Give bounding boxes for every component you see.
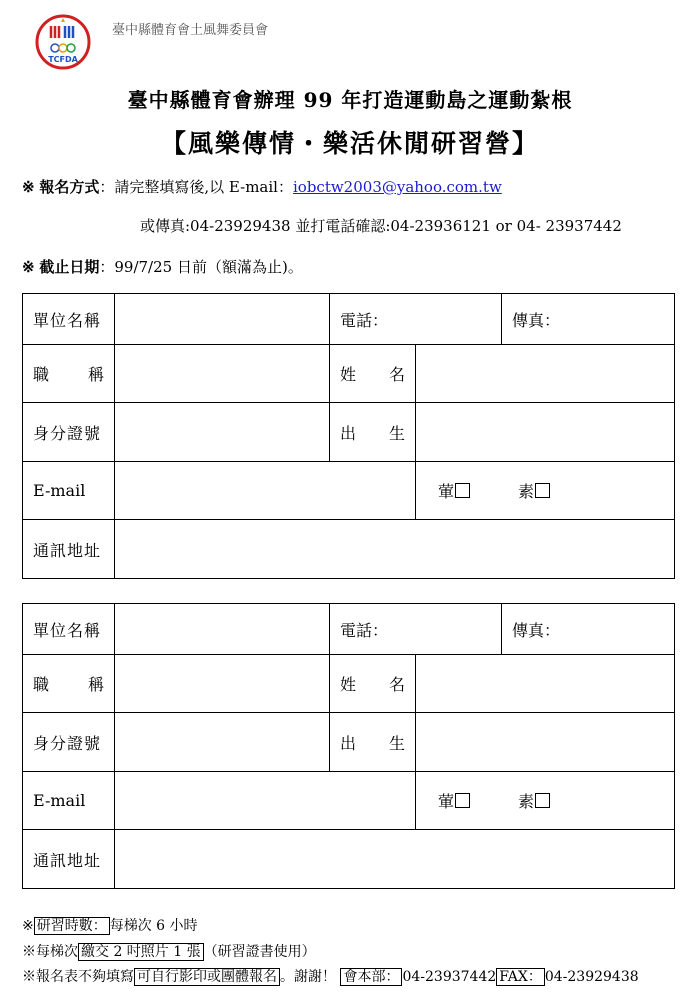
registration-form-1 bbox=[22, 293, 675, 579]
email-input[interactable] bbox=[115, 772, 416, 830]
address-label: 通訊地址 bbox=[23, 520, 115, 579]
meat-label: 葷 bbox=[438, 482, 455, 501]
organization-name: 臺中縣體育會土風舞委員會 bbox=[112, 23, 269, 38]
veg-label: 素 bbox=[518, 482, 535, 501]
birth-input[interactable] bbox=[416, 403, 675, 462]
note-copy: ※報名表不夠填寫 可自行影印或團體報名 。謝謝！ 會本部： 04-23937442 FAX： 04-23929438 bbox=[22, 969, 639, 985]
email-label: E-mail bbox=[23, 462, 115, 520]
name-label: 姓 名 bbox=[330, 345, 416, 403]
note-photo-box: 繳交 2 吋照片 1 張 bbox=[78, 943, 204, 961]
unit-input[interactable] bbox=[115, 604, 330, 655]
id-number-label: 身分證號 bbox=[23, 713, 115, 772]
registration-form-2 bbox=[22, 603, 675, 889]
diet-choice bbox=[416, 462, 675, 520]
registration-line bbox=[22, 176, 502, 197]
birth-label: 出 生 bbox=[330, 403, 416, 462]
job-title-input[interactable] bbox=[115, 345, 330, 403]
fax-label: 傳真： bbox=[512, 310, 561, 330]
fax-label-footer: FAX： bbox=[496, 968, 545, 986]
office-phone: 04-23937442 bbox=[402, 969, 497, 985]
registration-email-link[interactable]: iobctw2003@yahoo.com.tw bbox=[292, 178, 502, 196]
logo-text: TCFDA bbox=[48, 55, 78, 64]
diet-choice bbox=[416, 772, 675, 830]
job-title-input[interactable] bbox=[115, 655, 330, 713]
event-title: 【風樂傳情・樂活休閒研習營】 bbox=[160, 129, 539, 158]
name-input[interactable] bbox=[416, 655, 675, 713]
deadline-mark: ※ bbox=[22, 258, 35, 276]
deadline-line bbox=[22, 256, 303, 277]
meat-label: 葷 bbox=[438, 792, 455, 811]
registration-label: 報名方式 bbox=[39, 178, 100, 196]
veg-label: 素 bbox=[518, 792, 535, 811]
fax-field[interactable] bbox=[502, 604, 675, 655]
unit-input[interactable] bbox=[115, 294, 330, 345]
note-photo: ※每梯次 繳交 2 吋照片 1 張 （研習證書使用） bbox=[22, 944, 316, 960]
id-number-label: 身分證號 bbox=[23, 403, 115, 462]
address-input[interactable] bbox=[115, 520, 675, 579]
email-input[interactable] bbox=[115, 462, 416, 520]
office-label: 會本部： bbox=[340, 968, 402, 986]
id-number-input[interactable] bbox=[115, 713, 330, 772]
registration-mark: ※ bbox=[22, 178, 35, 196]
job-title-label: 職 稱 bbox=[23, 655, 115, 713]
phone-field[interactable] bbox=[330, 294, 502, 345]
unit-label: 單位名稱 bbox=[23, 604, 115, 655]
name-input[interactable] bbox=[416, 345, 675, 403]
phone-field[interactable] bbox=[330, 604, 502, 655]
phone-label: 電話： bbox=[340, 310, 389, 330]
footer-fax: 04-23929438 bbox=[544, 969, 639, 985]
registration-fax-line: 或傳真:04-23929438 並打電話確認:04-23936121 or 04- 23937442 bbox=[140, 217, 622, 235]
email-label: E-mail bbox=[23, 772, 115, 830]
note-hours-box: 研習時數： bbox=[34, 917, 110, 935]
birth-input[interactable] bbox=[416, 713, 675, 772]
note-hours: ※ 研習時數： 每梯次 6 小時 bbox=[22, 918, 198, 934]
job-title-label: 職 稱 bbox=[23, 345, 115, 403]
registration-text: ：請完整填寫後,以 E-mail： bbox=[99, 178, 293, 196]
fax-field[interactable] bbox=[502, 294, 675, 345]
deadline-label: 截止日期 bbox=[39, 258, 100, 276]
deadline-text: ：99/7/25 日前（額滿為止)。 bbox=[99, 258, 303, 276]
meat-checkbox[interactable] bbox=[455, 483, 470, 498]
event-subtitle: 臺中縣體育會辦理 99 年打造運動島之運動紮根 bbox=[127, 88, 573, 112]
name-label: 姓 名 bbox=[330, 655, 416, 713]
id-number-input[interactable] bbox=[115, 403, 330, 462]
birth-label: 出 生 bbox=[330, 713, 416, 772]
veg-checkbox[interactable] bbox=[535, 483, 550, 498]
veg-checkbox[interactable] bbox=[535, 793, 550, 808]
association-logo bbox=[35, 14, 91, 70]
unit-label: 單位名稱 bbox=[23, 294, 115, 345]
note-copy-box: 可自行影印或團體報名 bbox=[134, 968, 280, 986]
meat-checkbox[interactable] bbox=[455, 793, 470, 808]
address-label: 通訊地址 bbox=[23, 830, 115, 889]
address-input[interactable] bbox=[115, 830, 675, 889]
phone-label: 電話： bbox=[340, 620, 389, 640]
fax-label: 傳真： bbox=[512, 620, 561, 640]
